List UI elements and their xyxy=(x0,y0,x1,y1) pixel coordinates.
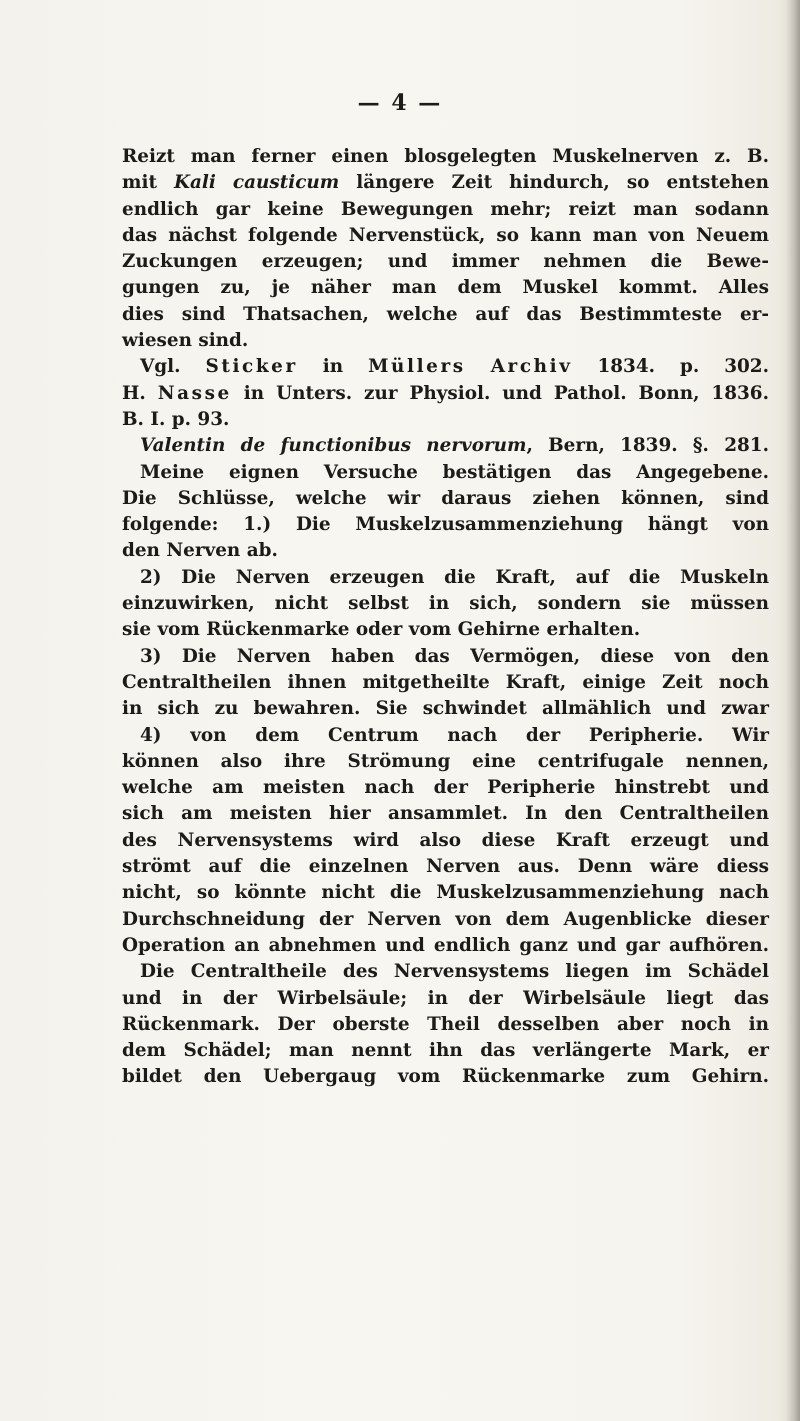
text-segment: 4) von dem Centrum nach der Peripherie. Wir xyxy=(140,724,769,746)
text-segment: längere Zeit hindurch, so entstehen xyxy=(339,172,770,194)
text-line xyxy=(122,591,769,617)
text-segment: Centraltheilen ihnen mitgetheilte Kraft, einige Zeit noch xyxy=(122,671,769,693)
text-segment: B. I. p. 93. xyxy=(122,408,230,430)
text-segment: bildet den Uebergaug vom Rückenmarke zum Gehirn. xyxy=(122,1066,769,1088)
text-line xyxy=(122,565,769,591)
text-line xyxy=(122,696,769,722)
text-line xyxy=(122,275,769,301)
body-text xyxy=(122,144,769,1091)
text-line xyxy=(122,617,769,643)
text-line xyxy=(122,775,769,801)
text-segment: können also ihre Strömung eine centrifugale nennen, xyxy=(122,750,769,772)
text-line xyxy=(122,486,769,512)
text-line xyxy=(122,801,769,827)
text-line xyxy=(122,644,769,670)
text-line xyxy=(122,223,769,249)
text-segment: Die Centraltheile des Nervensystems liegen im Schädel xyxy=(140,961,769,983)
text-line xyxy=(122,354,769,380)
text-segment: des Nervensystems wird also diese Kraft erzeugt und xyxy=(122,829,769,851)
text-segment: Reizt man ferner einen blosgelegten Muskelnerven z. B. xyxy=(122,146,769,167)
text-segment: H. xyxy=(122,382,158,404)
text-segment: strömt auf die einzelnen Nerven aus. Denn wäre diess xyxy=(122,856,769,878)
text-segment: Durchschneidung der Nerven von dem Augenblicke dieser xyxy=(122,908,769,930)
text-segment: gungen zu, je näher man dem Muskel kommt. Alles xyxy=(122,277,769,299)
text-segment xyxy=(466,356,491,377)
text-segment: folgende: 1.) Die Muskelzusammenziehung hängt von xyxy=(122,514,769,536)
spaced-name: Archiv xyxy=(490,356,573,378)
text-line xyxy=(122,144,769,170)
text-segment: in sich zu bewahren. Sie schwindet allmählich und zwar xyxy=(122,698,769,720)
text-line xyxy=(122,1012,769,1038)
text-segment: mit xyxy=(122,172,174,194)
text-line xyxy=(122,933,769,959)
text-segment: Meine eignen Versuche bestätigen das Angegebene. xyxy=(140,461,769,483)
text-line xyxy=(122,880,769,906)
text-segment: Vgl. xyxy=(140,356,206,378)
text-line xyxy=(122,959,769,985)
text-segment: einzuwirken, nicht selbst in sich, sondern sie müssen xyxy=(122,593,769,615)
text-segment: in Unters. zur Physiol. und Pathol. Bonn, 1836. xyxy=(231,382,769,404)
text-segment: Die Schlüsse, welche wir daraus ziehen können, sind xyxy=(122,487,769,509)
text-segment: dem Schädel; man nennt ihn das verlängerte Mark, er xyxy=(122,1040,769,1062)
text-segment: welche am meisten nach der Peripherie hinstrebt und xyxy=(122,777,769,799)
text-line xyxy=(122,381,769,407)
text-line xyxy=(122,433,769,459)
text-segment: den Nerven ab. xyxy=(122,540,278,562)
text-line xyxy=(122,460,769,486)
text-line xyxy=(122,670,769,696)
text-line xyxy=(122,538,769,564)
text-line xyxy=(122,512,769,538)
page-edge-shadow xyxy=(786,0,800,1421)
text-line xyxy=(122,170,769,196)
text-segment: dies sind Thatsachen, welche auf das Bestimmteste er- xyxy=(122,303,769,325)
page-number: — 4 — xyxy=(357,90,443,116)
text-segment: in xyxy=(297,356,369,378)
text-line xyxy=(122,723,769,749)
text-line xyxy=(122,907,769,933)
text-segment: Zuckungen erzeugen; und immer nehmen die Bewe- xyxy=(122,251,769,273)
text-segment: 1834. p. 302. xyxy=(572,356,770,378)
text-line xyxy=(122,986,769,1012)
text-segment: , Bern, 1839. §. 281. xyxy=(526,435,769,457)
text-segment: Rückenmark. Der oberste Theil desselben aber noch in xyxy=(122,1013,769,1035)
text-line xyxy=(122,1064,769,1090)
text-segment: sie vom Rückenmarke oder vom Gehirne erhalten. xyxy=(122,619,641,641)
text-line xyxy=(122,302,769,328)
text-segment: 2) Die Nerven erzeugen die Kraft, auf die Muskeln xyxy=(140,566,769,588)
text-segment: nicht, so könnte nicht die Muskelzusammenziehung nach xyxy=(122,882,769,904)
text-segment: Operation an abnehmen und endlich ganz und gar aufhören. xyxy=(122,934,769,956)
text-line xyxy=(122,197,769,223)
text-line xyxy=(122,328,769,354)
text-segment: das nächst folgende Nervenstück, so kann man von Neuem xyxy=(122,224,769,246)
spaced-name: Nasse xyxy=(157,382,232,404)
text-line xyxy=(122,249,769,275)
spaced-name: Sticker xyxy=(205,356,298,378)
text-segment: wiesen sind. xyxy=(122,330,249,352)
text-segment: sich am meisten hier ansammlet. In den Centraltheilen xyxy=(122,803,769,825)
text-segment: und in der Wirbelsäule; in der Wirbelsäule liegt das xyxy=(122,987,769,1009)
text-line xyxy=(122,749,769,775)
italic-text: Valentin de functionibus nervorum xyxy=(140,435,527,457)
italic-text: Kali causticum xyxy=(173,172,340,194)
text-line xyxy=(122,407,769,433)
text-segment: endlich gar keine Bewegungen mehr; reizt man sodann xyxy=(122,198,769,220)
text-segment: 3) Die Nerven haben das Vermögen, diese von den xyxy=(140,645,769,667)
text-line xyxy=(122,1038,769,1064)
spaced-name: Müllers xyxy=(368,356,466,378)
text-line xyxy=(122,828,769,854)
text-line xyxy=(122,854,769,880)
